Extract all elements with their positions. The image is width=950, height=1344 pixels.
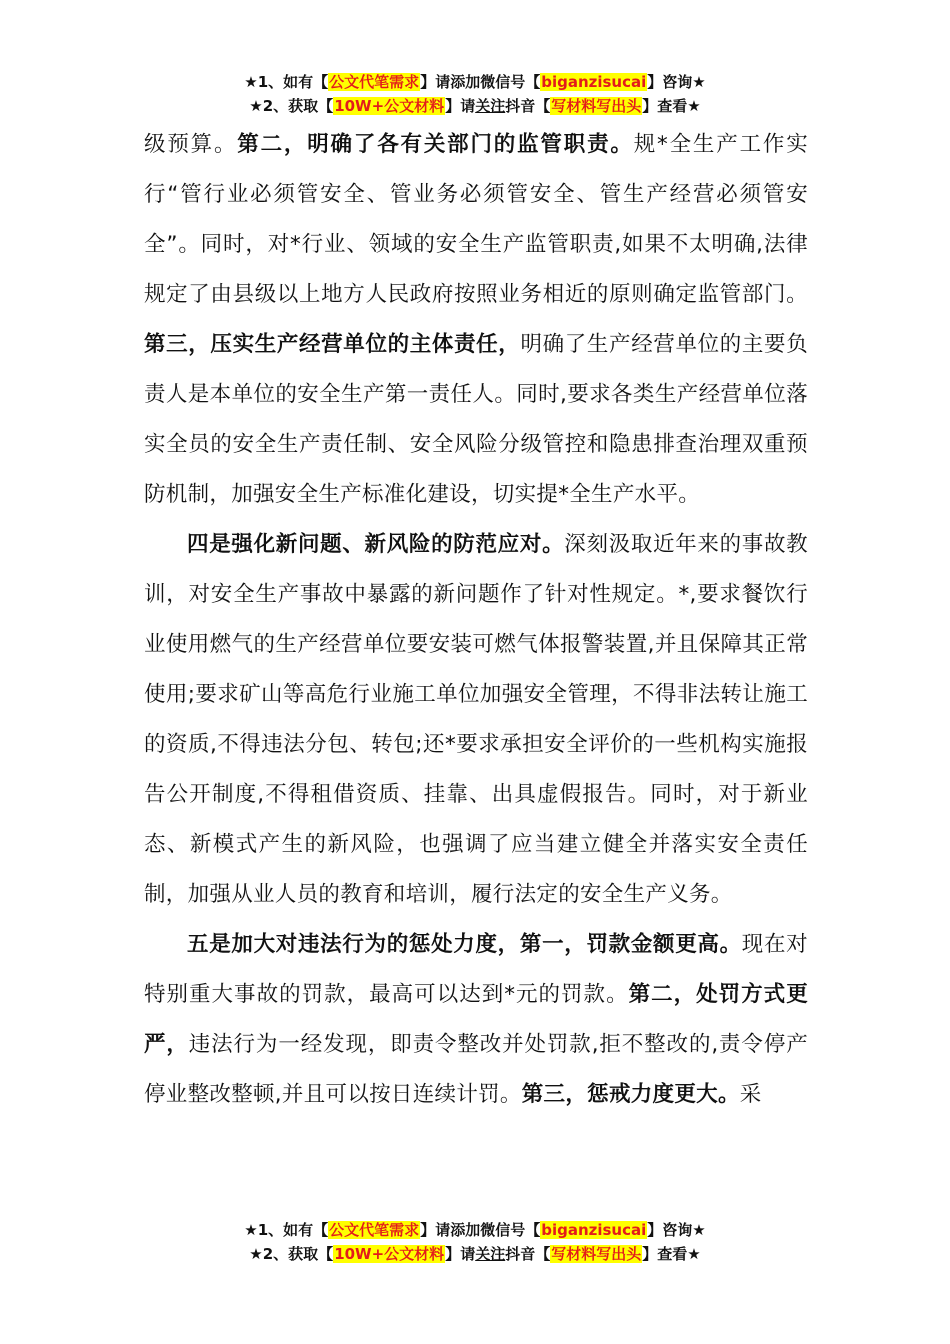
banner-highlight: 公文代笔需求 xyxy=(329,73,420,91)
banner-line-2 xyxy=(0,1242,950,1266)
paragraph-2 xyxy=(144,520,808,920)
paragraph-text: 现在对特别重大事故的罚款，最高可以达到*元的罚款。 xyxy=(144,932,808,1007)
banner-text: 】查看★ xyxy=(642,97,701,115)
paragraph-bold: 第二，明确了各有关部门的监管职责。 xyxy=(237,132,634,157)
banner-highlight-wechat: biganzisucai xyxy=(541,73,647,91)
paragraph-bold: 五是加大对违法行为的惩处力度，第一，罚款金额更高。 xyxy=(187,932,742,957)
paragraph-1 xyxy=(144,120,808,520)
paragraph-bold: 第三，惩戒力度更大。 xyxy=(521,1082,740,1107)
banner-text: 】咨询★ xyxy=(647,73,706,91)
banner-highlight: 公文代笔需求 xyxy=(329,1221,420,1239)
banner-text: 】请添加微信号【 xyxy=(420,1221,541,1239)
banner-text: 抖音【 xyxy=(505,97,551,115)
document-body xyxy=(144,120,808,1120)
banner-text: 】请 xyxy=(445,97,476,115)
banner-highlight-wechat: biganzisucai xyxy=(541,1221,647,1239)
banner-underline: 关注 xyxy=(475,97,506,115)
paragraph-text: 明确了生产经营单位的主要负责人是本单位的安全生产第一责任人。同时,要求各类生产经营单位落实全员的安全生产责任制、安全风险分级管控和隐患排查治理双重预防机制，加强安全生产标准化建设，切实提*全生产水平。 xyxy=(144,332,809,507)
paragraph-text: 采 xyxy=(739,1082,762,1107)
banner-text: ★1、如有【 xyxy=(244,1221,329,1239)
paragraph-text: 违法行为一经发现，即责令整改并处罚款,拒不整改的,责令停产停业整改整顿,并且可以按日连续计罚。 xyxy=(144,1032,809,1107)
header-banner xyxy=(0,70,950,118)
banner-text: 】请 xyxy=(445,1245,476,1263)
banner-line-2 xyxy=(0,94,950,118)
banner-line-1 xyxy=(0,70,950,94)
paragraph-bold: 第三，压实生产经营单位的主体责任， xyxy=(144,332,521,357)
banner-text: 】查看★ xyxy=(642,1245,701,1263)
banner-text: ★1、如有【 xyxy=(244,73,329,91)
footer-banner xyxy=(0,1218,950,1266)
banner-text: 】咨询★ xyxy=(647,1221,706,1239)
paragraph-text: 级预算。 xyxy=(144,132,238,157)
paragraph-3 xyxy=(144,920,808,1120)
banner-text: 抖音【 xyxy=(505,1245,551,1263)
banner-highlight-douyin: 写材料写出头 xyxy=(551,97,642,115)
banner-text: 】请添加微信号【 xyxy=(420,73,541,91)
banner-highlight: 10W+公文材料 xyxy=(334,97,445,115)
banner-text: ★2、获取【 xyxy=(249,97,334,115)
paragraph-bold: 四是强化新问题、新风险的防范应对。 xyxy=(187,532,565,557)
paragraph-bold: 第二，处罚方式更严， xyxy=(144,982,808,1057)
paragraph-text: 深刻汲取近年来的事故教训，对安全生产事故中暴露的新问题作了针对性规定。*,要求餐饮行业使用燃气的生产经营单位要安装可燃气体报警装置,并且保障其正常使用;要求矿山等高危行业施工单位加强安全管理，不得非法转让施工的资质,不得违法分包、转包;还*要求承担安全评价的一些机构实施报告公开制度,不得租借资质、挂靠、出具虚假报告。同时，对于新业态、新模式产生的新风险，也强调了应当建立健全并落实安全责任制，加强从业人员的教育和培训，履行法定的安全生产义务。 xyxy=(144,532,808,907)
banner-text: ★2、获取【 xyxy=(249,1245,334,1263)
banner-highlight: 10W+公文材料 xyxy=(334,1245,445,1263)
banner-line-1 xyxy=(0,1218,950,1242)
banner-highlight-douyin: 写材料写出头 xyxy=(551,1245,642,1263)
paragraph-text: 规*全生产工作实行“管行业必须管安全、管业务必须管安全、管生产经营必须管安全”。同时，对*行业、领域的安全生产监管职责,如果不太明确,法律规定了由县级以上地方人民政府按照业务相近的原则确定监管部门。 xyxy=(144,132,809,307)
banner-underline: 关注 xyxy=(475,1245,506,1263)
